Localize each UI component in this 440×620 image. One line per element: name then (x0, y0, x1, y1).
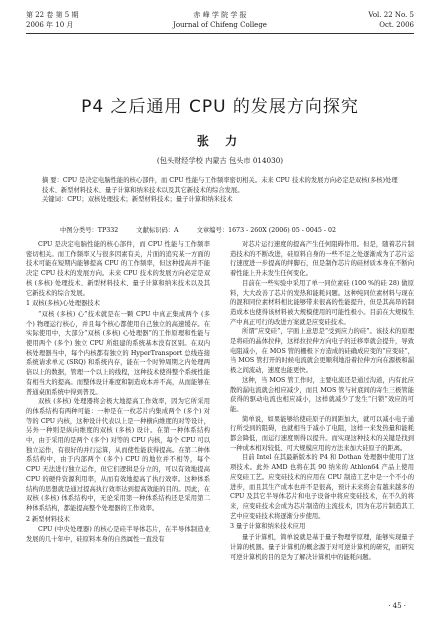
section-heading: 1 双核(多核)心处理器技术 (26, 300, 100, 308)
body-paragraph: “双核 (多核) 心”技术就是在一颗 CPU 中真正集成两个 (多个) 物理运行核心，并且每个核心都使用自己独立的高速缓存。在实际使用中，大部分“双核 (多核) 心处理器”的工作原理和性能与使用两个 (多个) 独立 CPU 所组建的系统基本没有区别。在双内核处理器当中，每个内核都有独立的 HyperTransport 总线连接系统请求单元 (SRQ) 和系统内存，能在一个时钟周期之内处理两倍以上的数据，管理一个以上的线程，这种技术使得整个系统性能有相当大的提高。而整体设计难度和制造成本并不高，从而能够在普通桌面系统中得到普及。 (26, 310, 210, 396)
keywords: 关键词：CPU；双核处理技术；新型材料技术；量子计算和纳米技术 (42, 196, 233, 204)
header-issue-en: Vol. 22 No. 5 (368, 11, 414, 19)
body-paragraph: 双核 (多核) 处理器将会极大地提高工作效率，因为它所采用的体系结构有两种可能：一种是在一枚芯片内集成两个 (多个) 对等的 CPU 内核，这种设计代表以上是一种横向维度的对等设计，另外一种则是纵向维度的双核 (多核) 设计。在第一种体系结构中，由于采用的是两个 (多个) 对等的 CPU 内核，每个 CPU 可以独立运作，有很好的并行运算，从而使性能获得提高。在第二种体系结构中，由于内部两个 (多个) CPU 的地位并不相等，每个 CPU 无法进行独立运作，但它们逻辑是分立的，可以有效地提高 CPU 的硬件资源利用率，从而有效地提高了执行效率。这种体系结构的思想就是通过提高执行效率达到提高效能的目的。因此，在双核 (多核) 体系结构中，无论采用第一种体系结构还是采用第二种体系结构，都能提高整个处理器的工作效率。 (26, 398, 210, 512)
header-volume-info (26, 10, 146, 30)
left-column (26, 240, 210, 545)
page-number: · 45 · (388, 602, 406, 610)
body-paragraph: CPU (中央处理器) 的核心是硅半导体芯片，在半导体制造业发展的几十年中，硅原料本身的自然属性一直没有 (26, 526, 210, 544)
article-number: 文章编号：1673 - 260X (2006) 05 - 0045 - 02 (196, 227, 337, 234)
journal-name-en: Journal of Chifeng College (173, 21, 267, 29)
body-paragraph: 目前在一些实验中采用了单一同位素硅 (100 %的硅 28) 做原料，大大改善了芯片的发热和能耗问题。这种纯同位素材料与现在的混和同位素材料相比能够带来很高的性能提升，但是其高昂的制造成本也使得该材料被大规模使用的可能性极小。目前在大规模生产中真正可行的改进方案就是应变硅技术。 (230, 279, 414, 326)
author-affiliation: (包头财经学校 内蒙古 包头市 014030) (156, 156, 284, 165)
article-title: P4 之后通用 CPU 的发展方向探究 (81, 97, 359, 117)
body-paragraph: 量子计算机，简单说就是基于量子物理学原理，能够实现量子计算的机器。量子计算机的概念源于对可逆计算机的研究，而研究可逆计算机的目的是为了解决计算机中的能耗问题。 (230, 534, 414, 561)
abstract-block (42, 176, 398, 205)
running-header (26, 10, 414, 42)
header-issue: 第 22 卷 第 5 期 (26, 11, 79, 19)
body-paragraph: 简单说，如果能够给使硅原子的间距加大，就可以减小电子通行所受到的阻碍，也就相当于减小了电阻，这样一来发热量和能耗都会降低，而运行速度则得以提升。而实现这种技术的关键是找到一种成本相对较低、可大规模应用的方法来加大硅原子的距离。 (230, 415, 414, 452)
journal-name-cn: 赤 峰 学 院 学 报 (193, 11, 247, 19)
body-paragraph: 所谓“应变硅”，字面上意思是“受到应力的硅”。该技术的原理是将硅的晶体拉伸，这样拉拉伸方向电子的迁移率就会提升，导致电阻减小，在 MOS 管的栅极下方造成的硅确成应变的“应变硅”，当 MOS 管打开的时候电流就会更顺利地沿着拉伸方向在源极和漏极之间流动，速度也能更快。 (230, 328, 414, 375)
section-heading: 3 量子计算和纳米技术应用 (230, 523, 306, 531)
right-column (230, 240, 414, 562)
header-date: 2006 年 10 月 (26, 21, 74, 29)
body-paragraph: CPU 是决定电脑性能的核心部件，而 CPU 性能与工作频率密切相关。而工作频率又与很多因素有关，片面的追究某一方面的技术可能在短期内能够提高 CPU 的工作频率，但这种提高并不能决定 CPU 技术的发展方向。未来 CPU 技术的发展方向必定是双核 (多核) 处理技术、新型材料技术、量子计算和纳米技术以及其它新技术的综合发展。 (26, 241, 210, 297)
header-journal (136, 10, 304, 30)
body-paragraph: 对芯片运行速度的提高产生任何阻碍作用。但是，随着芯片制造技术的不断改进，硅原料自身的一些不足之处逐渐成为了芯片运行速度进一步提高的绊脚石，但是制作芯片的硅材质本身在不断向着性能上升未发生任何变化。 (230, 241, 414, 278)
header-date-en: Oct. 2006 (379, 21, 414, 29)
header-volume-en (294, 10, 414, 30)
document-code: 文献标识码：A (136, 227, 179, 234)
classification-line (60, 226, 400, 235)
section-heading: 2 新型材料技术 (26, 515, 70, 523)
abstract-text: 摘 要：CPU 是决定电脑性能的核心部件，而 CPU 性能与工作频率密切相关。未来 CPU 技术的发展方向必定是双核(多核)处理技术、新型材料技术、量子计算和纳米技术以及其它新技术的综合发展。 (42, 177, 398, 194)
body-paragraph: 目前 Intel 在其最新版本的 P4 和 Dothan 处理器中使用了这项技术。此外 AMD 也将在其 90 纳米的 Athlon64 产品上使用应变硅工艺。应变硅技术的应用在 CPU 制造工艺中是一个不小的进步，而且其生产成本也并不是很高，预计未来将会有越来越多的 CPU 及其它半导体芯片和电子设备中将应变硅技术，在不久的将来，应变硅技术会成为芯片制造的主流技术，因为在芯片制造其工艺中应变硅技术将逐渐分步使用。 (230, 454, 414, 520)
article-author: 张 力 (196, 134, 244, 148)
clc-number: 中图分类号：TP332 (60, 227, 119, 234)
body-paragraph: 这种，当 MOS 管工作时，主要电流还是通过沟道，内有此应散的漏电流就会相应减少，而且 MOS 管与衬底间的寄生三极管能获得的驱动电流也相应减小，这样就减少了发生“闩锁”效应的可能。 (230, 376, 414, 413)
header-rule (26, 33, 414, 34)
